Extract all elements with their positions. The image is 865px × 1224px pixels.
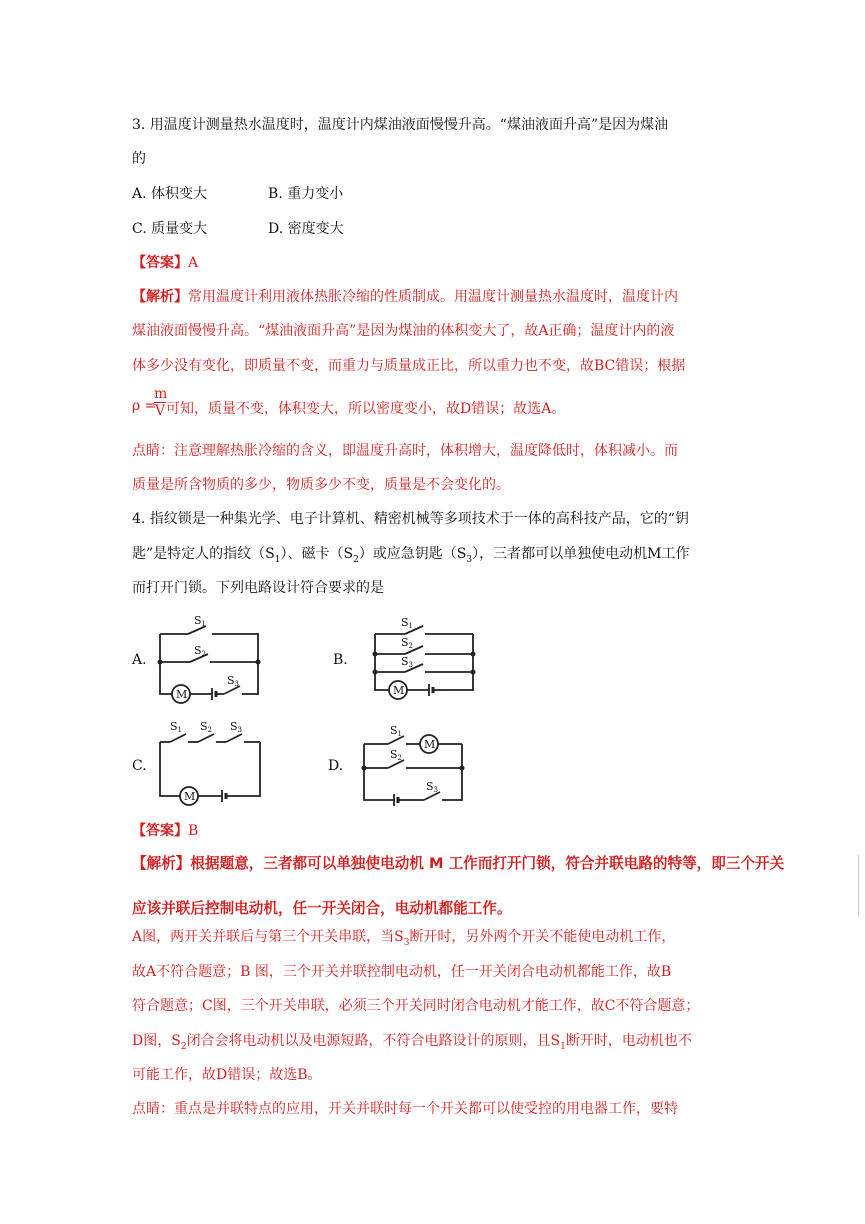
q4-a1-b: 3 xyxy=(403,937,410,948)
q4-stem2-a: 匙”是特定人的指纹（S xyxy=(132,546,275,562)
circuit-b-label: B. xyxy=(333,652,348,668)
q4-a4-b: 2 xyxy=(180,1041,187,1052)
circuit-b-motor: M xyxy=(393,684,405,697)
q4-a4-c: 闭合会将电动机以及电源短路，不符合电路设计的原则，且S xyxy=(186,1033,561,1049)
q4-stem2-g: ），三者都可以单独使电动机M工作 xyxy=(472,546,690,562)
q4-analysis-line1 xyxy=(132,926,675,948)
formula-numerator: m xyxy=(154,386,168,402)
q4-analysis-line4 xyxy=(132,1030,692,1052)
circuit-a-s1: S1 xyxy=(194,614,207,628)
q4-stem-line1: 4. 指纹锁是一种集光学、电子计算机、精密机械等多项技术于一体的高科技产品，它的“钥 xyxy=(132,511,689,527)
q4-analysis-bold-line1 xyxy=(132,852,784,873)
q4-answer-value: B xyxy=(188,823,199,839)
circuit-d-motor: M xyxy=(424,738,436,751)
circuit-a-s3: S3 xyxy=(227,674,240,688)
q3-tip-line2: 质量是所含物质的多少，物质多少不变，质量是不会变化的。 xyxy=(132,477,510,493)
q4-stem2-f: 3 xyxy=(466,554,473,565)
q3-option-b: B. 重力变小 xyxy=(268,186,344,202)
q4-stem2-b: 1 xyxy=(274,554,281,565)
q4-analysis-line5: 可能工作，故D错误；故选B。 xyxy=(132,1067,322,1083)
q4-stem2-c: ）、磁卡（S xyxy=(280,546,354,562)
q3-option-d: D. 密度变大 xyxy=(268,221,344,237)
circuit-c-diagram xyxy=(150,718,275,810)
circuit-c-s3: S3 xyxy=(230,720,243,734)
q4-a1-c: 断开时，另外两个开关不能使电动机工作， xyxy=(409,929,676,945)
q4-a4-d: 1 xyxy=(560,1041,566,1052)
q3-option-c: C. 质量变大 xyxy=(132,221,208,237)
q4-answer xyxy=(132,820,198,840)
q3-analysis-text1: 常用温度计利用液体热胀冷缩的性质制成。用温度计测量热水温度时，温度计内 xyxy=(188,289,678,305)
circuit-a-motor: M xyxy=(176,688,188,701)
q3-answer-label: 【答案】 xyxy=(132,255,188,271)
circuit-a-diagram xyxy=(150,612,270,704)
q3-answer-value: A xyxy=(188,255,199,271)
circuit-d-s3: S3 xyxy=(426,780,439,794)
circuit-a-s2: S2 xyxy=(194,644,207,658)
circuit-d-label: D. xyxy=(328,758,344,774)
formula-rho: ρ = xyxy=(132,398,157,414)
circuit-b-s3: S3 xyxy=(401,655,414,669)
scrollbar-track[interactable] xyxy=(858,855,865,917)
q4-analysis-line2: 故A不符合题意；B 图，三个开关并联控制电动机，任一开关闭合电动机都能工作，故B xyxy=(132,964,672,980)
q4-stem2-e: ）或应急钥匙（S xyxy=(358,546,467,562)
circuit-b-diagram xyxy=(365,614,485,706)
circuit-d-s2: S2 xyxy=(390,748,403,762)
circuit-b-s1: S1 xyxy=(401,616,414,630)
formula-denominator: V xyxy=(154,403,166,419)
q3-analysis-line2: 煤油液面慢慢升高。“煤油液面升高”是因为煤油的体积变大了，故A正确；温度计内的液 xyxy=(132,323,675,339)
q4-analysis-bold-text1: 根据题意，三者都可以单独使电动机 M 工作而打开门锁，符合并联电路的特等，即三个开关 xyxy=(190,855,785,872)
q4-answer-label: 【答案】 xyxy=(132,823,188,839)
formula-fraction xyxy=(154,386,166,419)
q3-analysis-text4: 可知，质量不变，体积变大，所以密度变小，故D错误；故选A。 xyxy=(166,401,566,417)
q3-stem-line2: 的 xyxy=(132,151,146,167)
q3-analysis-line3: 体多少没有变化，即质量不变，而重力与质量成正比，所以重力也不变，故BC错误；根据 xyxy=(132,358,686,374)
q4-analysis-label: 【解析】 xyxy=(132,855,191,872)
circuit-c-motor: M xyxy=(184,790,196,803)
q3-analysis-line1 xyxy=(132,286,678,306)
circuit-c-s2: S2 xyxy=(200,720,213,734)
circuit-d-diagram xyxy=(354,722,474,814)
circuit-c-label: C. xyxy=(132,758,147,774)
q4-stem-line2 xyxy=(132,543,689,565)
q4-stem2-d: 2 xyxy=(353,554,359,565)
q4-analysis-line3: 符合题意；C图，三个开关串联，必须三个开关同时闭合电动机才能工作，故C不符合题意； xyxy=(132,998,700,1014)
q3-stem-line1: 3. 用温度计测量热水温度时，温度计内煤油液面慢慢升高。“煤油液面升高”是因为煤油 xyxy=(132,117,669,133)
q4-tip-line: 点睛：重点是并联特点的应用，开关并联时每一个开关都可以使受控的用电器工作，要特 xyxy=(132,1101,678,1117)
q4-a4-a: D图，S xyxy=(132,1033,181,1049)
q3-tip-line1: 点睛：注意理解热胀冷缩的含义，即温度升高时，体积增大，温度降低时，体积减小。而 xyxy=(132,443,678,459)
q3-option-a: A. 体积变大 xyxy=(132,186,208,202)
q3-analysis-label: 【解析】 xyxy=(132,289,188,305)
q4-a4-e: 断开时，电动机也不 xyxy=(565,1033,692,1049)
circuit-d-s1: S1 xyxy=(390,724,403,738)
circuit-b-s2: S2 xyxy=(401,636,414,650)
q4-analysis-bold-line2: 应该并联后控制电动机，任一开关闭合，电动机都能工作。 xyxy=(132,900,512,917)
circuit-c-s1: S1 xyxy=(170,720,183,734)
circuit-a-label: A. xyxy=(132,652,147,668)
q3-analysis-line4 xyxy=(132,398,156,414)
q4-stem-line3: 而打开门锁。下列电路设计符合要求的是 xyxy=(132,580,384,596)
q4-a1-a: A图，两开关并联后与第三个开关串联，当S xyxy=(132,929,404,945)
q3-answer xyxy=(132,252,198,272)
